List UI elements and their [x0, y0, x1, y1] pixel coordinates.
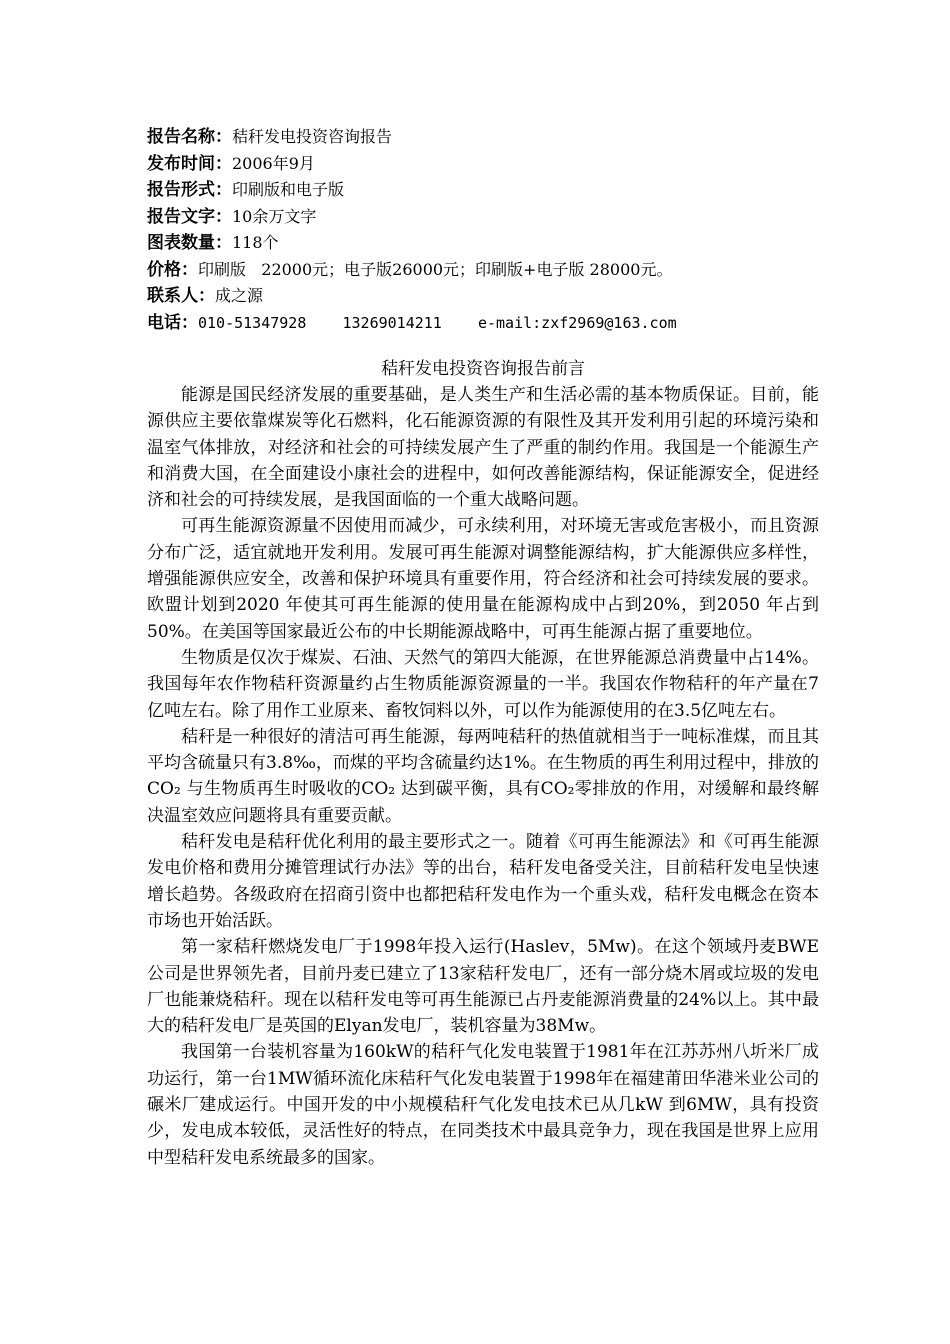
chart-count-label: 图表数量：	[147, 233, 232, 253]
price-row	[147, 257, 819, 284]
report-wordcount-label: 报告文字：	[147, 206, 232, 227]
phone-label: 电话：	[147, 312, 198, 333]
paragraph: 可再生能源资源量不因使用而减少，可永续利用，对环境无害或危害极小，而且资源分布广泛，适宜就地开发利用。发展可再生能源对调整能源结构，扩大能源供应多样性，增强能源供应安全，改善和保护环境具有重要作用，符合经济和社会可持续发展的要求。欧盟计划到2020 年使其可再生能源的使用量在能源构成中占到20%，到2050 年占到50%。在美国等国家最近公布的中长期能源战略中，可再生能源占据了重要地位。	[147, 516, 819, 642]
publish-date-value: 2006年9月	[232, 153, 315, 173]
paragraph: 秸秆是一种很好的清洁可再生能源，每两吨秸秆的热值就相当于一吨标准煤，而且其平均含硫量只有3.8‰，而煤的平均含硫量约达1%。在生物质的再生利用过程中，排放的CO₂ 与生物质再生时吸收的CO₂ 达到碳平衡，具有CO₂零排放的作用，对缓解和最终解决温室效应问题将具有重要贡献。	[147, 726, 819, 826]
report-wordcount-value: 10余万文字	[232, 206, 317, 226]
phone-email-value: 010-51347928 13269014211 e-mail:zxf2969@163.com	[198, 313, 677, 332]
contact-person-label: 联系人：	[147, 286, 215, 306]
report-format-row	[147, 177, 819, 204]
document-body	[147, 382, 819, 1171]
report-info-block	[147, 124, 819, 336]
paragraph: 秸秆发电是秸秆优化利用的最主要形式之一。随着《可再生能源法》和《可再生能源发电价格和费用分摊管理试行办法》等的出台，秸秆发电备受关注，目前秸秆发电呈快速增长趋势。各级政府在招商引资中也都把秸秆发电作为一个重头戏，秸秆发电概念在资本市场也开始活跃。	[147, 832, 819, 931]
report-format-value: 印刷版和电子版	[232, 180, 345, 199]
report-name-value: 秸秆发电投资咨询报告	[232, 127, 393, 146]
report-name-row	[147, 124, 819, 151]
chart-count-value: 118个	[232, 233, 279, 252]
paragraph: 能源是国民经济发展的重要基础，是人类生产和生活必需的基本物质保证。目前，能源供应主要依靠煤炭等化石燃料，化石能源资源的有限性及其开发利用引起的环境污染和温室气体排放，对经济和社会的可持续发展产生了严重的制约作用。我国是一个能源生产和消费大国，在全面建设小康社会的进程中，如何改善能源结构，保证能源安全，促进经济和社会的可持续发展，是我国面临的一个重大战略问题。	[147, 385, 819, 511]
chart-count-row	[147, 230, 819, 257]
contact-person-row	[147, 283, 819, 310]
publish-date-row	[147, 151, 819, 178]
paragraph: 我国第一台装机容量为160kW的秸秆气化发电装置于1981年在江苏苏州八圻米厂成功运行，第一台1MW循环流化床秸秆气化发电装置于1998年在福建莆田华港米业公司的碾米厂建成运行。中国开发的中小规模秸秆气化发电技术已从几kW 到6MW，具有投资少，发电成本较低，灵活性好的特点，在同类技术中最具竞争力，现在我国是世界上应用中型秸秆发电系统最多的国家。	[147, 1042, 819, 1168]
price-label: 价格：	[147, 259, 198, 280]
report-wordcount-row	[147, 204, 819, 231]
phone-row	[147, 310, 819, 337]
contact-person-value: 成之源	[215, 286, 264, 305]
report-format-label: 报告形式：	[147, 180, 232, 200]
price-value: 印刷版 22000元；电子版26000元；印刷版+电子版 28000元。	[198, 259, 673, 279]
document-title: 秸秆发电投资咨询报告前言	[381, 359, 585, 379]
document-page	[147, 124, 819, 1171]
report-name-label: 报告名称：	[147, 127, 232, 147]
paragraph: 生物质是仅次于煤炭、石油、天然气的第四大能源，在世界能源总消费量中占14%。我国每年农作物秸秆资源量约占生物质能源资源量的一半。我国农作物秸秆的年产量在7亿吨左右。除了用作工业原来、畜牧饲料以外，可以作为能源使用的在3.5亿吨左右。	[147, 647, 819, 721]
paragraph: 第一家秸秆燃烧发电厂于1998年投入运行(Haslev，5Mw)。在这个领域丹麦BWE公司是世界领先者，目前丹麦已建立了13家秸秆发电厂，还有一部分烧木屑或垃圾的发电厂也能兼烧秸秆。现在以秸秆发电等可再生能源已占丹麦能源消费量的24%以上。其中最大的秸秆发电厂是英国的Elyan发电厂，装机容量为38Mw。	[147, 937, 819, 1037]
publish-date-label: 发布时间：	[147, 153, 232, 174]
